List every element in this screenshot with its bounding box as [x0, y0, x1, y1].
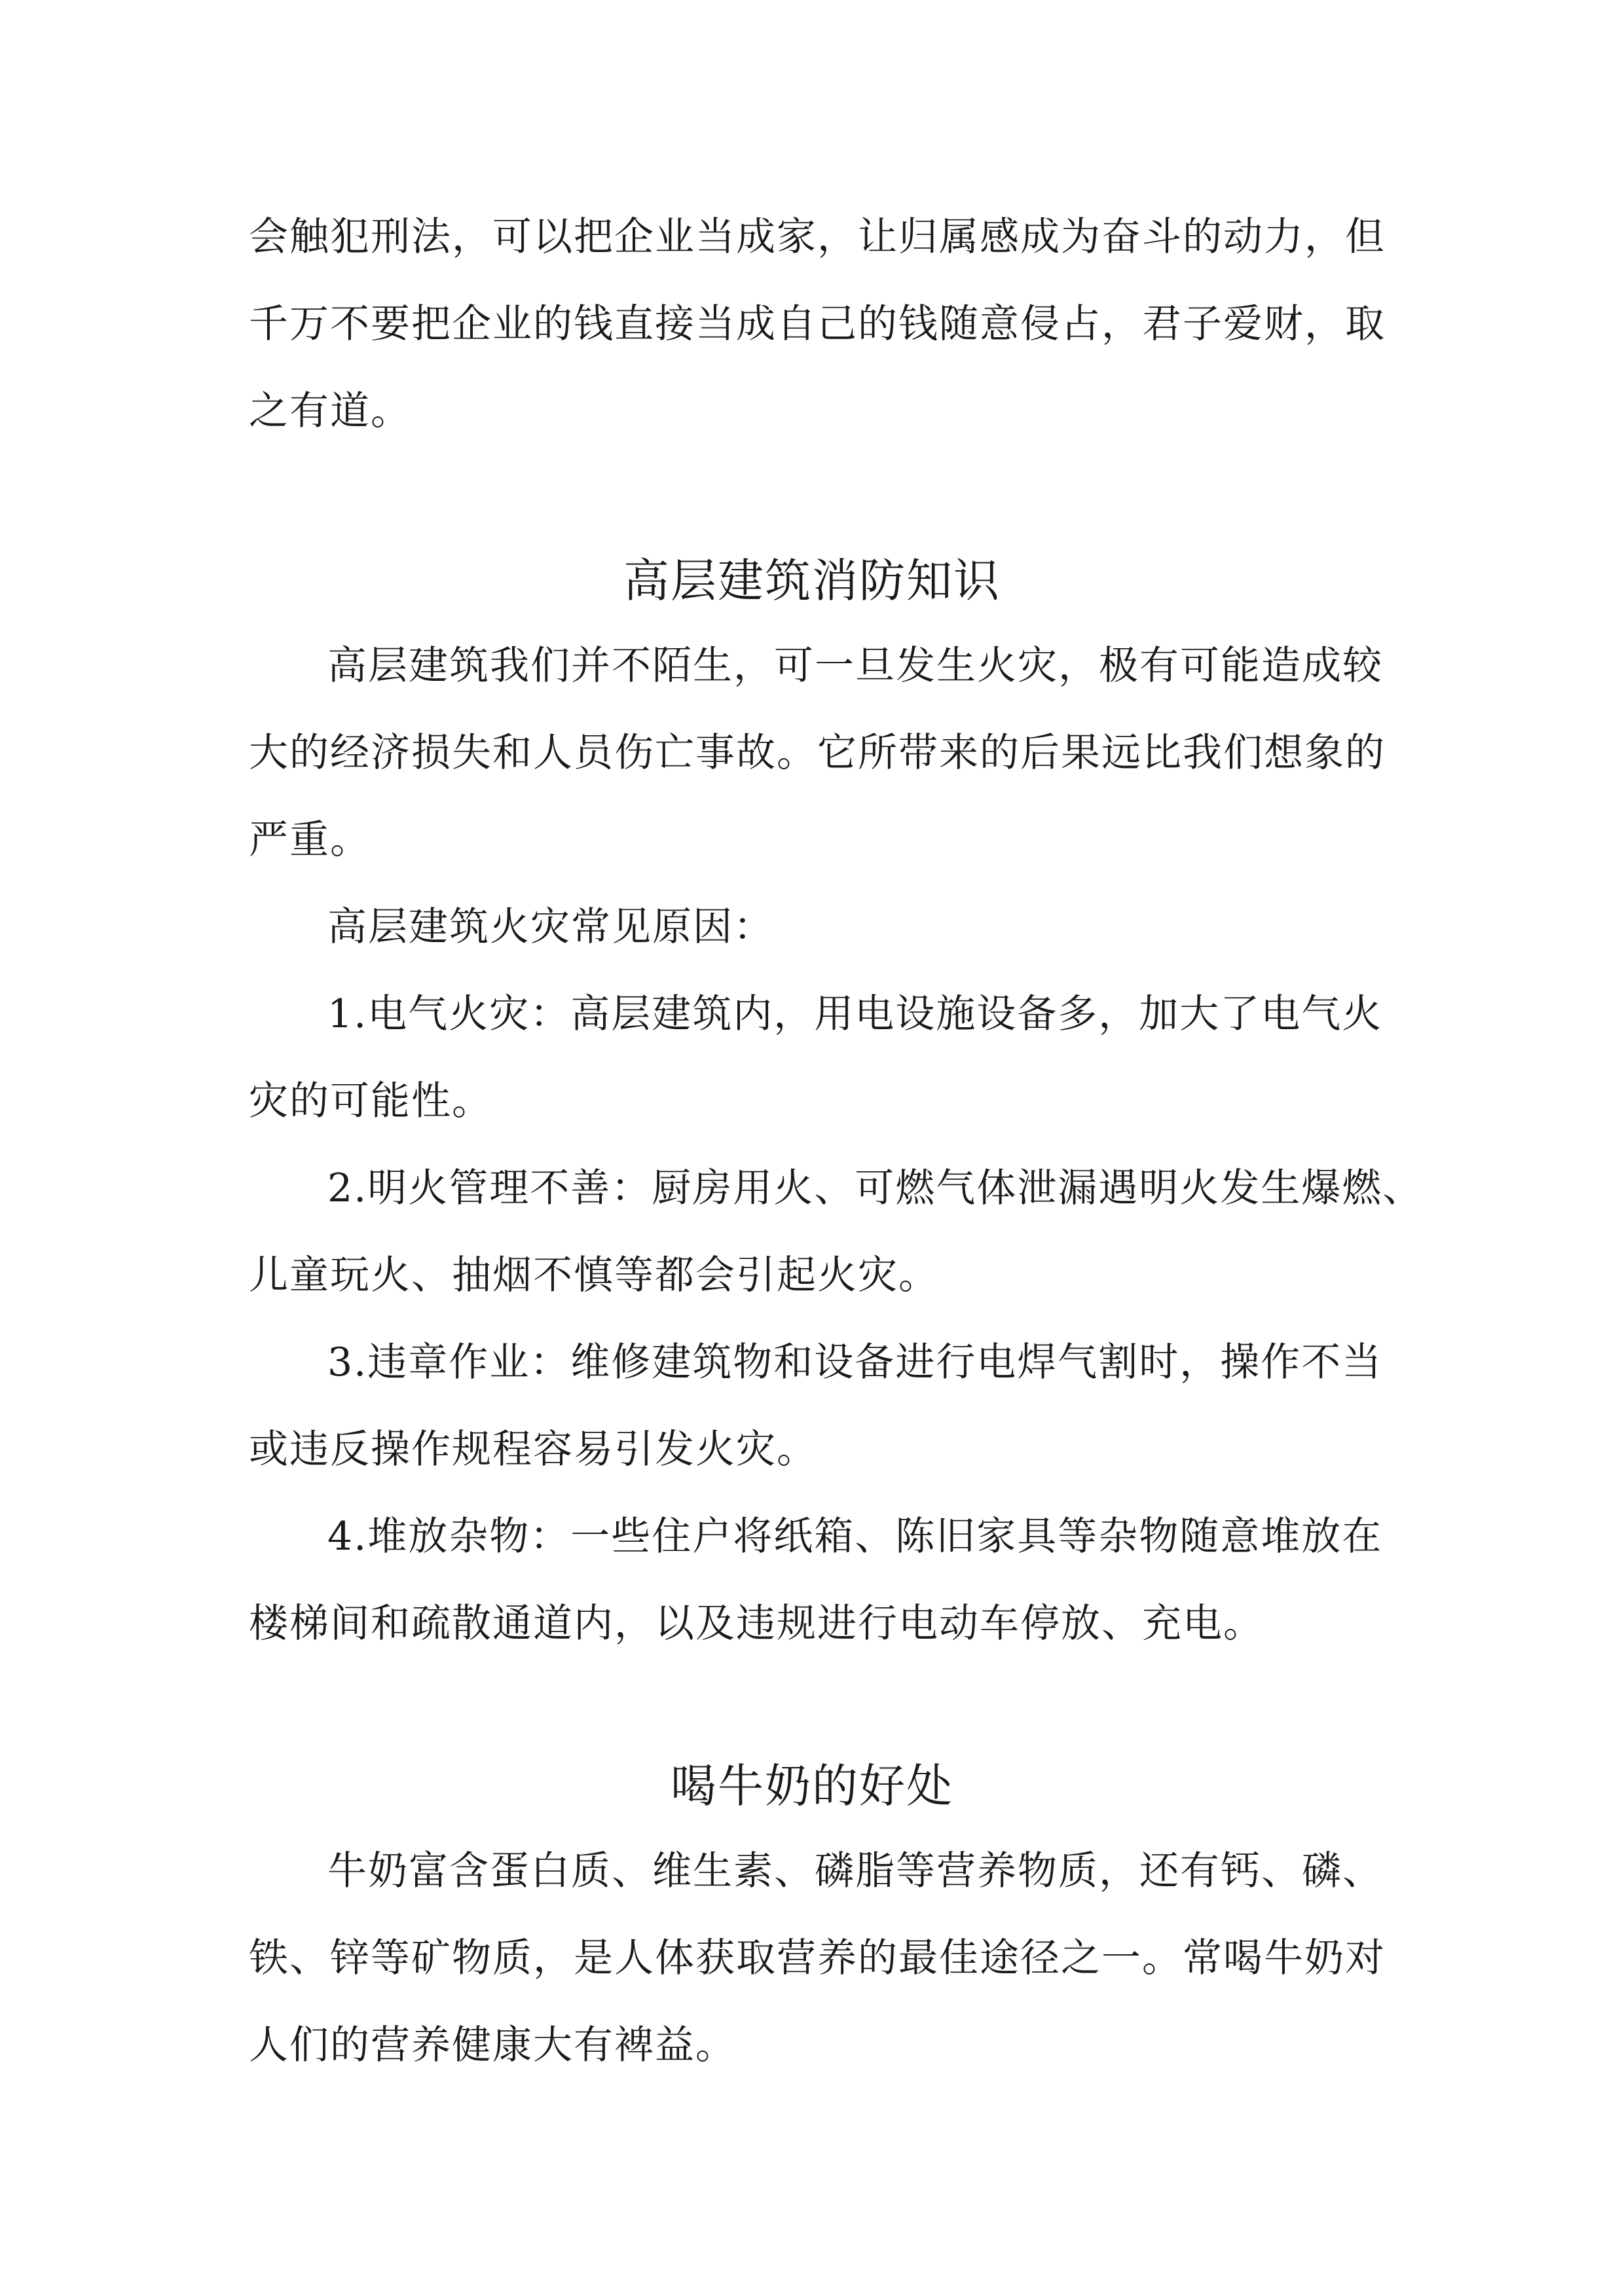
- fire-item3-line-1: 3.违章作业：维修建筑物和设备进行电焊气割时，操作不当: [327, 1339, 1383, 1385]
- intro-line-1: 会触犯刑法，可以把企业当成家，让归属感成为奋斗的动力，但: [249, 214, 1386, 260]
- intro-line-2: 千万不要把企业的钱直接当成自己的钱随意侵占，君子爱财，取: [249, 301, 1386, 347]
- fire-item1-line-2: 灾的可能性。: [249, 1078, 492, 1124]
- fire-section-title: 高层建筑消防知识: [623, 554, 1001, 608]
- fire-p1-line-1: 高层建筑我们并不陌生，可一旦发生火灾，极有可能造成较: [327, 643, 1383, 689]
- fire-item1-line-1: 1.电气火灾：高层建筑内，用电设施设备多，加大了电气火: [327, 991, 1383, 1037]
- fire-item4-line-2: 楼梯间和疏散通道内，以及违规进行电动车停放、充电。: [249, 1601, 1264, 1647]
- fire-causes-heading: 高层建筑火灾常见原因：: [327, 904, 774, 950]
- milk-p1-line-1: 牛奶富含蛋白质、维生素、磷脂等营养物质，还有钙、磷、: [327, 1848, 1383, 1894]
- fire-item4-line-1: 4.堆放杂物：一些住户将纸箱、陈旧家具等杂物随意堆放在: [327, 1514, 1383, 1559]
- milk-p1-line-3: 人们的营养健康大有裨益。: [249, 2022, 736, 2068]
- milk-p1-line-2: 铁、锌等矿物质，是人体获取营养的最佳途径之一。常喝牛奶对: [249, 1935, 1386, 1981]
- fire-p1-line-2: 大的经济损失和人员伤亡事故。它所带来的后果远比我们想象的: [249, 730, 1386, 776]
- fire-item2-line-2: 儿童玩火、抽烟不慎等都会引起火灾。: [249, 1252, 939, 1298]
- intro-line-3: 之有道。: [249, 388, 411, 434]
- fire-p1-line-3: 严重。: [249, 817, 371, 863]
- fire-item3-line-2: 或违反操作规程容易引发火灾。: [249, 1427, 817, 1472]
- fire-item2-line-1: 2.明火管理不善：厨房用火、可燃气体泄漏遇明火发生爆燃、: [327, 1165, 1424, 1211]
- milk-section-title: 喝牛奶的好处: [671, 1759, 953, 1813]
